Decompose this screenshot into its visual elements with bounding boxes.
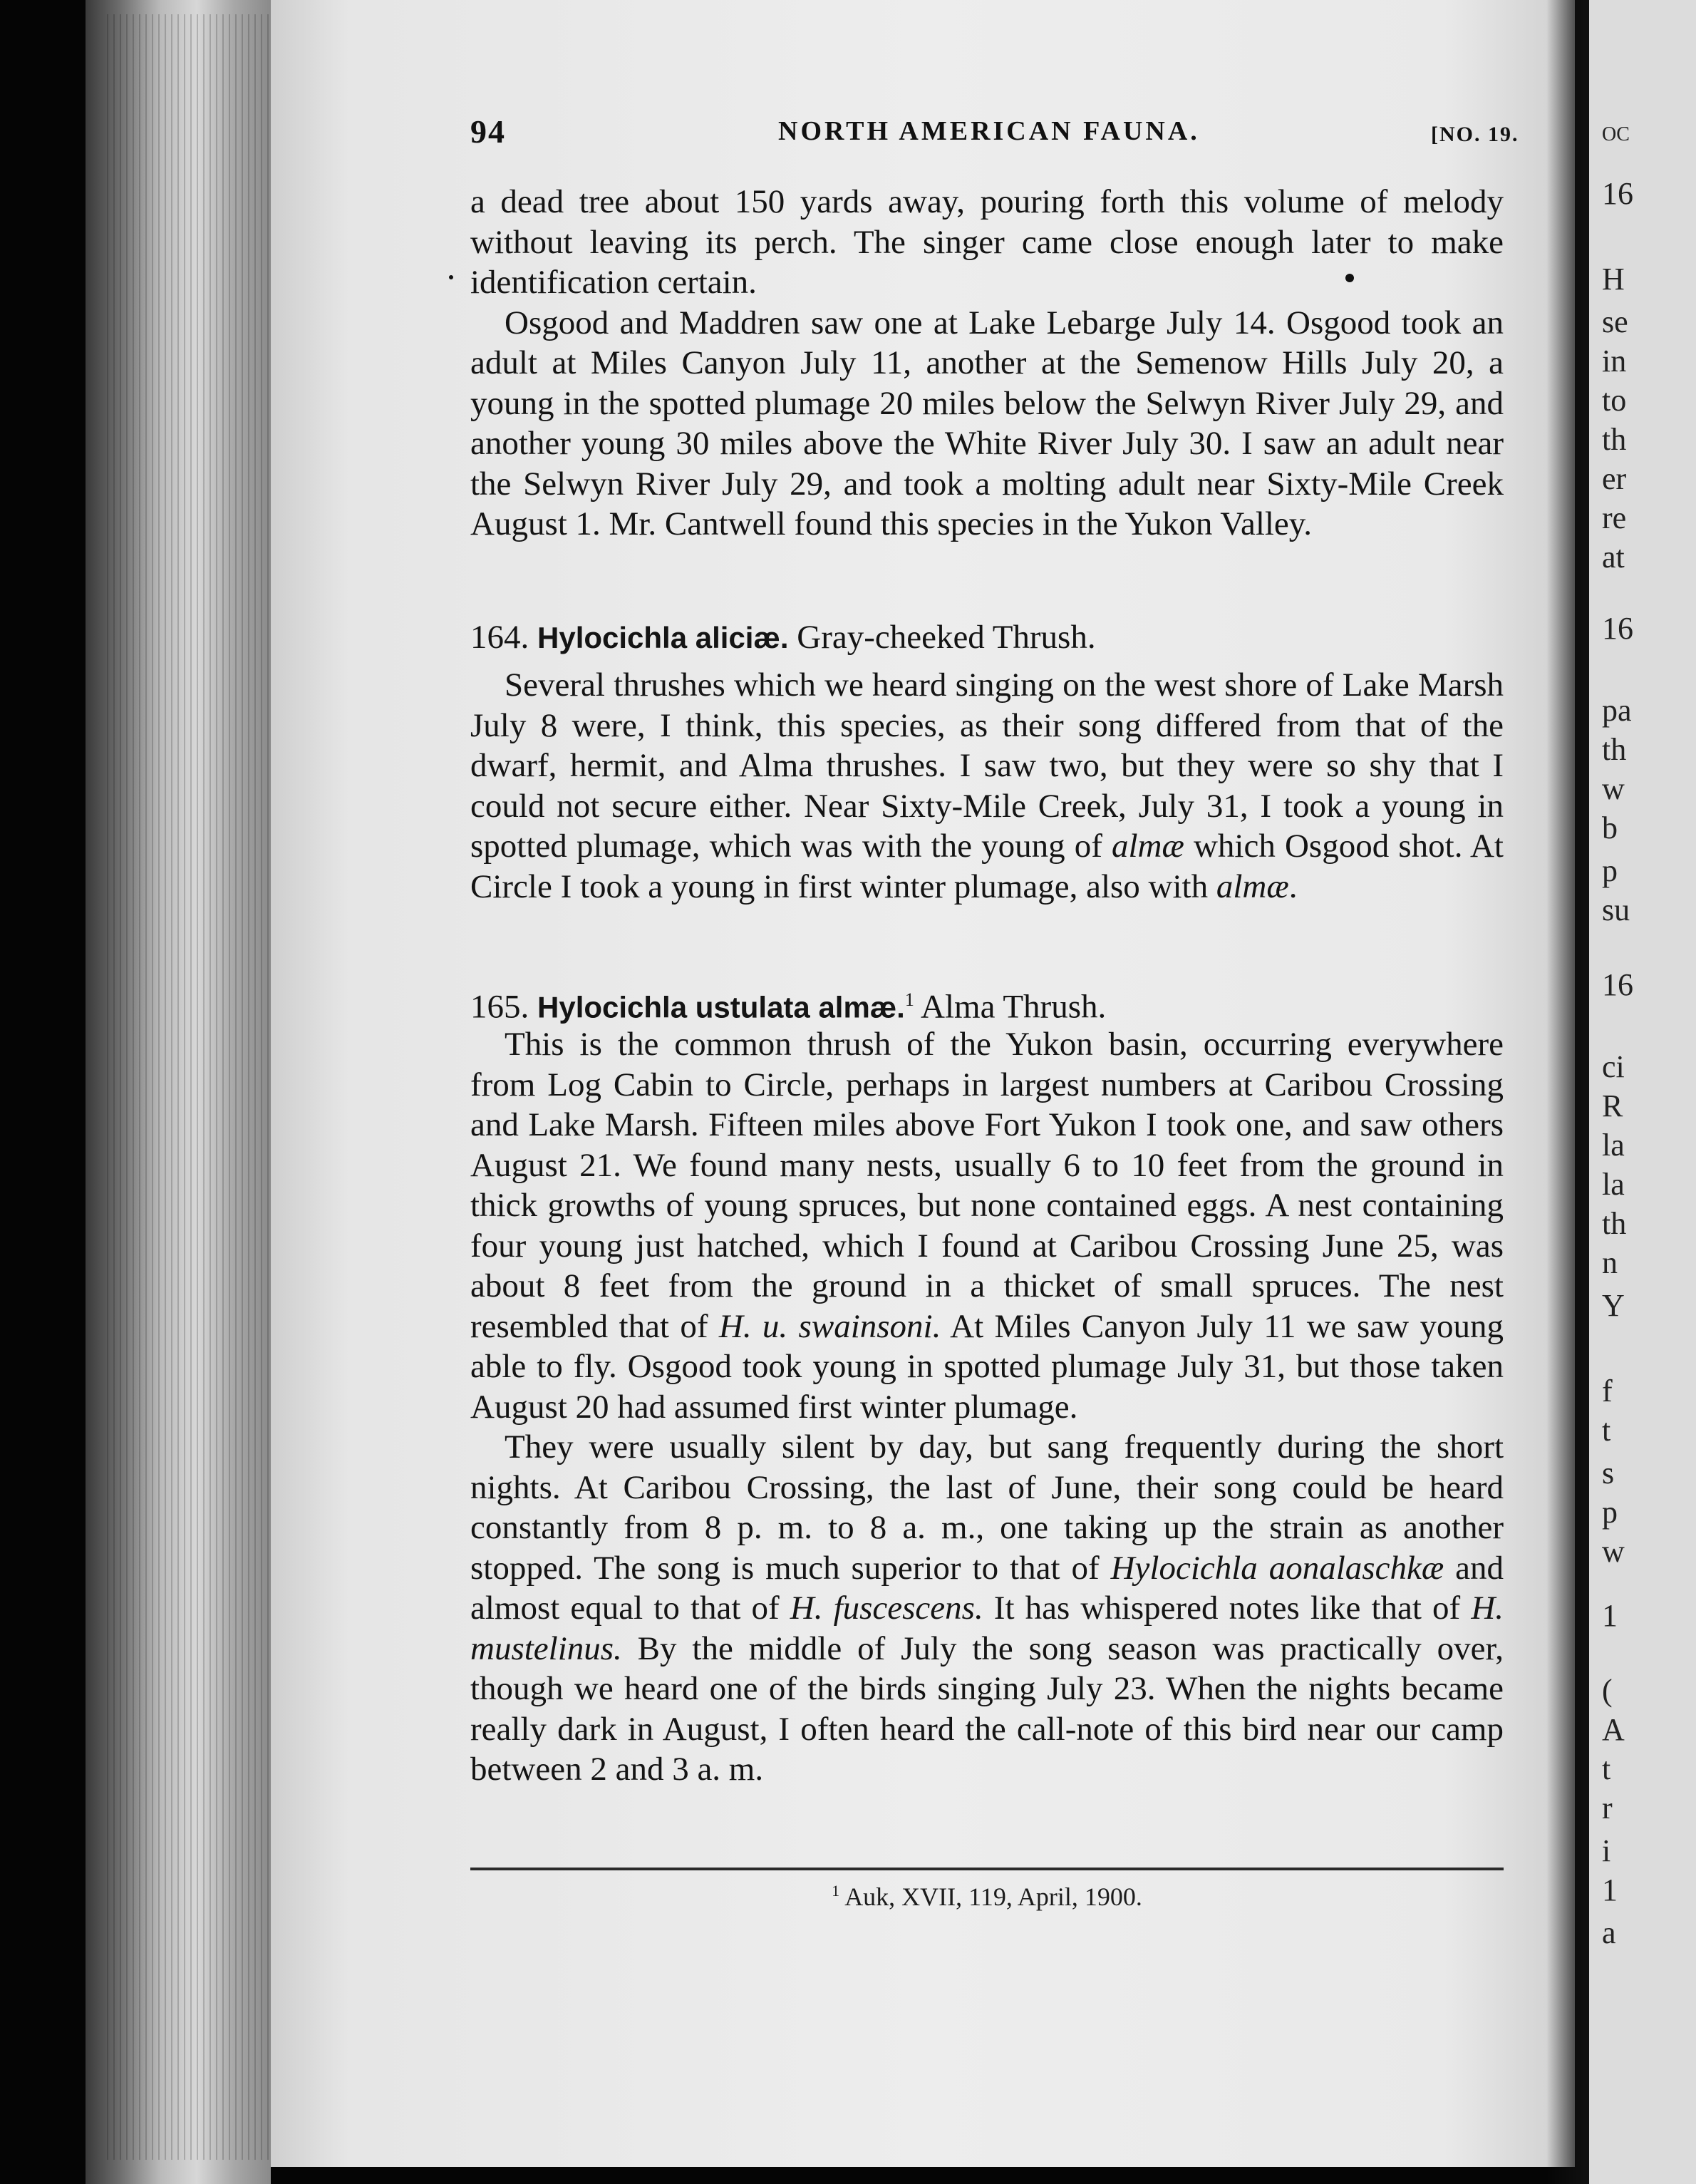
scan-speck <box>1345 274 1354 282</box>
gutter-shadow <box>1546 0 1589 2184</box>
facing-page-fragment: su <box>1602 892 1630 927</box>
species-165-section <box>470 1024 1504 1790</box>
facing-page-fragment: w <box>1602 1534 1625 1569</box>
facing-page-fragment: b <box>1602 810 1618 845</box>
facing-page-fragment: la <box>1602 1167 1625 1202</box>
italic-name: H. u. swainsoni. <box>718 1307 941 1345</box>
italic-name: H. fuscescens. <box>790 1590 983 1627</box>
italic-name: almæ <box>1216 867 1289 905</box>
species-164-heading <box>470 617 1096 658</box>
text-run: which Osgood shot. At Circle I took a young in first winter plumage, also with <box>470 828 1504 905</box>
facing-page-fragment: er <box>1602 461 1627 496</box>
facing-page-fragment: th <box>1602 1206 1627 1241</box>
facing-page-fragment: 16 <box>1602 611 1633 646</box>
intro-paragraph-1: a dead tree about 150 yards away, pouring forth this volume of melody without leaving its perch. The singer came close enough later to make identification certain. <box>470 183 1504 301</box>
facing-page-fragment: la <box>1602 1128 1625 1163</box>
text-run: Several thrushes which we heard singing on the west shore of Lake Marsh July 8 were, I think, this species, as their song differed from that of the dwarf, hermit, and Alma thrushes. I saw two, but they were so shy that I could not secure either. Near Sixty-Mile Creek, July 31, I took a young in spotted plumage, which was with the young of <box>470 666 1504 865</box>
species-number: 164. <box>470 619 529 656</box>
facing-page-fragment: 16 <box>1602 967 1633 1002</box>
species-165-heading <box>470 980 1106 1028</box>
facing-page-fragment: th <box>1602 732 1627 767</box>
facing-page-fragment: 1 <box>1602 1598 1618 1633</box>
running-title: NORTH AMERICAN FAUNA. <box>778 116 1200 146</box>
facing-page-fragment: i <box>1602 1833 1611 1868</box>
scan-speck <box>449 275 453 279</box>
footnote <box>470 1882 1504 1912</box>
text-run: and almost equal to that of <box>470 1549 1504 1627</box>
facing-page-fragment: n <box>1602 1245 1618 1280</box>
text-run: It has whispered notes like that of <box>983 1590 1472 1627</box>
species-164-section <box>470 665 1504 907</box>
species-165-paragraph-1 <box>470 1024 1504 1427</box>
footnote-rule <box>470 1868 1504 1870</box>
facing-page-fragment: ci <box>1602 1049 1625 1084</box>
footnote-marker: 1 <box>904 989 914 1010</box>
species-164-paragraph <box>470 665 1504 907</box>
facing-page-fragment: R <box>1602 1088 1623 1123</box>
series-number: [NO. 19. <box>1431 123 1519 146</box>
italic-name: H. mustelinus. <box>470 1590 1504 1667</box>
facing-page-fragment: H <box>1602 262 1625 297</box>
species-common-name: Gray-cheeked Thrush. <box>797 619 1096 656</box>
facing-page-fragment: t <box>1602 1751 1611 1786</box>
facing-page-fragment: in <box>1602 344 1627 378</box>
facing-page-fragment: p <box>1602 853 1618 888</box>
facing-page-fragment: OC <box>1602 123 1630 145</box>
facing-page-fragment: ( <box>1602 1673 1613 1708</box>
species-scientific-name: Hylocichla aliciæ. <box>537 621 789 654</box>
italic-name: Hylocichla aonalaschkæ <box>1110 1549 1444 1587</box>
facing-page-fragment: p <box>1602 1495 1618 1530</box>
text-run: They were usually silent by day, but sang frequently during the short nights. At Caribou Crossing, the last of June, their song could be heard constantly from 8 p. m. to 8 a. m., one taking up the strain as another stopped. The song is much superior to that of <box>470 1428 1504 1587</box>
text-run: At Miles Canyon July 11 we saw young able to fly. Osgood took young in spotted plumage July 31, but those taken August 20 had assumed first winter plumage. <box>470 1307 1504 1426</box>
facing-page-fragment: s <box>1602 1456 1615 1490</box>
facing-page-fragment: pa <box>1602 693 1632 728</box>
page-stack-lines <box>107 14 271 2160</box>
facing-page-fragment: 1 <box>1602 1873 1618 1907</box>
page-number: 94 <box>470 113 506 150</box>
footnote-marker: 1 <box>832 1882 840 1900</box>
text-run: By the middle of July the song season was practically over, though we heard one of the birds singing July 23. When the nights became really dark in August, I often heard the call-note of this bird near our camp between 2 and 3 a. m. <box>470 1629 1504 1788</box>
intro-section <box>470 182 1504 545</box>
facing-page-fragment: A <box>1602 1712 1625 1747</box>
text-run: . <box>1288 867 1298 905</box>
text-run: This is the common thrush of the Yukon basin, occurring everywhere from Log Cabin to Circle, perhaps in largest numbers at Caribou Crossing and Lake Marsh. Fifteen miles above Fort Yukon I took one, and saw others August 21. We found many nests, usually 6 to 10 feet from the ground in thick growths of young spruces, but none contained eggs. A nest containing four young just hatched, which I found at Caribou Crossing June 25, was about 8 feet from the ground in a thicket of small spruces. The nest resembled that of <box>470 1026 1504 1345</box>
facing-page-fragment: t <box>1602 1413 1611 1448</box>
facing-page-fragment: f <box>1602 1374 1613 1408</box>
species-number: 165. <box>470 988 529 1026</box>
species-165-paragraph-2 <box>470 1427 1504 1790</box>
facing-page-fragment: at <box>1602 540 1625 575</box>
intro-paragraph-2: Osgood and Maddren saw one at Lake Lebarge July 14. Osgood took an adult at Miles Canyon July 11, another at the Semenow Hills July 20, a young in the spotted plumage 20 miles below the Selwyn River July 29, and another young 30 miles above the White River July 30. I saw an adult near the Selwyn River July 29, and took a molting adult near Sixty-Mile Creek August 1. Mr. Cantwell found this species in the Yukon Valley. <box>470 304 1504 542</box>
facing-page-fragment: re <box>1602 500 1627 535</box>
facing-page-fragment: th <box>1602 422 1627 457</box>
facing-page-fragment: to <box>1602 383 1627 418</box>
facing-page-fragment: se <box>1602 304 1628 339</box>
facing-page-fragment: r <box>1602 1791 1613 1825</box>
species-common-name: Alma Thrush. <box>921 988 1107 1026</box>
facing-page-fragment: a <box>1602 1915 1616 1950</box>
facing-page-fragment: w <box>1602 771 1625 806</box>
species-scientific-name: Hylocichla ustulata almæ. <box>537 990 905 1024</box>
facing-page-fragment: Y <box>1602 1288 1625 1323</box>
italic-name: almæ <box>1112 828 1184 865</box>
facing-page-fragment: 16 <box>1602 176 1633 211</box>
footnote-text: Auk, XVII, 119, April, 1900. <box>844 1882 1142 1911</box>
